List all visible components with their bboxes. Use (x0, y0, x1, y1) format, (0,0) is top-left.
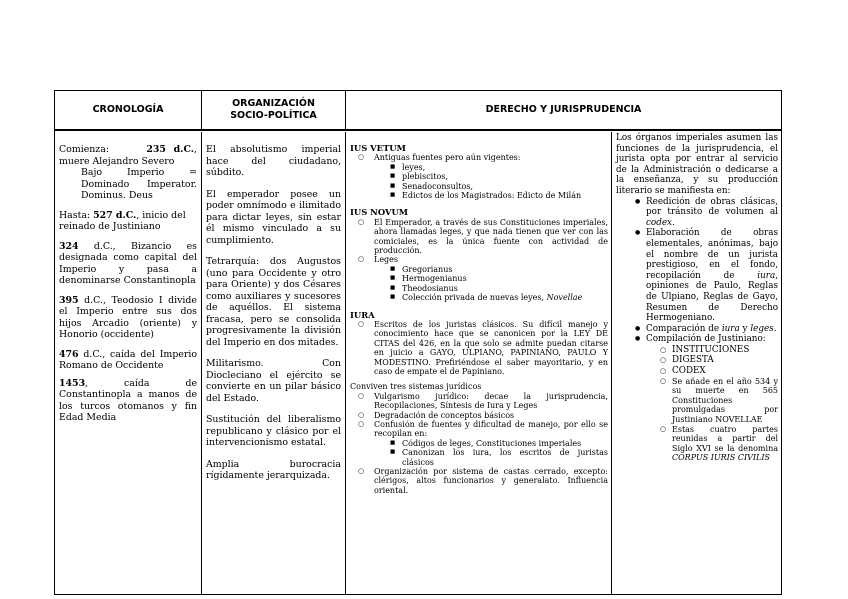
organizacion-paragraph: Amplia burocracia rígidamente jerarquizada. (206, 458, 341, 481)
header-organizacion-label-1: ORGANIZACIÓN (232, 98, 315, 109)
cronologia-entry: 395 d.C., Teodosio I divide el Imperio entre sus dos hijos Arcadio (oriente) y Honorio (occidente) (59, 294, 197, 340)
list-item: ■ Colección privada de nuevas leyes, Novellae (350, 293, 608, 302)
cronologia-entry: 324 d.C., Bizancio es designada como capital del Imperio y pasa a denominarse Constantinopla (59, 240, 197, 286)
jurisprudencia-intro: Los órganos imperiales asumen las funciones de la jurisprudencia, el jurista opta por entrar al servicio de la Administración o dedicarse a la enseñanza, y su producción literario se manifiesta en: (616, 133, 778, 196)
list-item: ○ Vulgarismo jurídico: decae la jurisprudencia, Recopilaciones, Síntesis de Iura y Leges (350, 392, 608, 411)
list-item: ○ DIGESTA (612, 355, 778, 366)
section-intro: Conviven tres sistemas jurídicos (350, 382, 482, 392)
list-item: ■ leyes, (350, 163, 608, 172)
organizacion-paragraph: Sustitución del liberalismo republicano y clásico por el intervencionismo estatal. (206, 414, 341, 448)
list-item: ○ Se añade en el año 534 y su muerte en 565 Constituciones promulgadas por Justiniano NOVELLAE (612, 377, 778, 425)
header-organizacion (202, 91, 346, 131)
list-item: ○ Leges ■ Gregorianus ■ Hermogenianus ■ Theodosianus ■ Colección privada de nuevas leyes, Novellae (350, 255, 608, 302)
header-cronologia-label: CRONOLOGÍA (92, 104, 164, 115)
cronologia-entry: 1453, caída de Constantinopla a manos de los turcos otomanos y fin Edad Media (59, 377, 197, 423)
list-item: ■ Senadoconsultos, (350, 182, 608, 191)
header-derecho-label: DERECHO Y JURISPRUDENCIA (485, 104, 642, 115)
list-item: ● Comparación de iura y leges. (612, 324, 778, 335)
list-item: ○ El Emperador, a través de sus Constituciones imperiales, ahora llamadas leges, y que nada tienen que ver con las comiciales, es la única fuente con actividad de producción. (350, 218, 608, 256)
cronologia-entry: Comienza: 235 d.C., muere Alejandro Severo (59, 144, 197, 167)
header-organizacion-label-2: SOCIO-POLÍTICA (230, 110, 317, 121)
organizacion-paragraph: Militarismo. Con Diocleciano el ejército se convierte en un pilar básico del Estado. (206, 358, 341, 404)
list-item: ■ Edictos de los Magistrados: Edicto de Milán (350, 191, 608, 200)
list-item: ○ Antiguas fuentes pero aún vigentes: ■ leyes, ■ plebiscitos, ■ Senadoconsultos, ■ Edictos de los Magistrados: Edicto de Milán (350, 153, 608, 200)
organizacion-paragraph: Tetrarquía: dos Augustos (uno para Occidente y otro para Oriente) y dos Césares como auxiliares y sucesores de aquéllos. El sistema fracasa, pero se consolida progresivamente la división del Imperio en dos mitades. (206, 256, 341, 348)
cronologia-entry: Hasta: 527 d.C., inicio del reinado de Justiniano (59, 209, 186, 232)
list-item: ■ Gregorianus (350, 265, 608, 274)
section-title: IURA (350, 309, 375, 320)
jurisprudencia-column (612, 132, 782, 594)
list-item: ○ Confusión de fuentes y dificultad de manejo, por ello se recopilan en: ■ Códigos de leges, Constituciones imperiales ■ Canonizan los iura, los escritos de juristas clásicos (350, 420, 608, 467)
organizacion-column (202, 132, 346, 594)
list-item: ■ Canonizan los iura, los escritos de juristas clásicos (350, 448, 608, 467)
list-item: ○ CODEX (612, 366, 778, 377)
list-item: ○ Degradación de conceptos básicos (350, 411, 608, 420)
list-item: ● Compilación de Justiniano: ○ INSTITUCIONES ○ DIGESTA ○ CODEX ○ Se añade en el año 534 y su muerte en 565 Constituciones promulgadas por Justiniano NOVELLAE ○ Estas cuatro partes reunidas a partir del Siglo XVI se la denomina CORPUS IURIS CIVILIS (612, 334, 778, 463)
list-item: ○ Estas cuatro partes reunidas a partir del Siglo XVI se la denomina CORPUS IURIS CIVILIS (612, 425, 778, 463)
list-item: ● Reedición de obras clásicas, por tránsito de volumen al codex. (612, 197, 778, 229)
list-item: ○ Organización por sistema de castas cerrado, excepto: clérigos, altos funcionarios y generalato. Influencia oriental. (350, 467, 608, 495)
cronologia-entry: 476 d.C., caída del Imperio Romano de Occidente (59, 348, 197, 371)
list-item: ■ Theodosianus (350, 284, 608, 293)
organizacion-paragraph: El absolutismo imperial hace del ciudadano, súbdito. (206, 144, 341, 178)
list-item: ○ INSTITUCIONES (612, 345, 778, 356)
list-item: ■ Hermogenianus (350, 274, 608, 283)
list-item: ■ Códigos de leges, Constituciones imperiales (350, 439, 608, 448)
section-title: IUS VETUM (350, 143, 406, 153)
header-derecho (346, 91, 781, 131)
header-cronologia (55, 91, 202, 131)
organizacion-paragraph: El emperador posee un poder omnímodo e ilimitado para dictar leyes, sin estar él mismo vinculado a su cumplimiento. (206, 188, 341, 246)
derecho-column (346, 132, 612, 594)
list-item: ● Elaboración de obras elementales, anónimas, bajo el nombre de un jurista prestigioso, en el fondo, recopilación de iura, opiniones de Paulo, Reglas de Ulpiano, Reglas de Gayo, Resumen de Derecho Hermogeniano. (612, 228, 778, 323)
section-title: IUS NOVUM (350, 207, 409, 218)
document-table (54, 90, 782, 595)
cronologia-column (55, 132, 202, 594)
cronologia-subentry: Bajo Imperio = Dominado Imperator. Dominus. Deus (81, 167, 197, 201)
list-item: ○ Escritos de los juristas clásicos. Su difícil manejo y conocimiento hace que se canonicen por la LEY DE CITAS del 426, en la que solo se admite puedan citarse en juicio a GAYO, ULPIANO, PAPINIANO, PAULO Y MODESTINO. Prefiriéndose el saber mayoritario, y en caso de empate el de Papiniano. (350, 320, 608, 376)
list-item: ■ plebiscitos, (350, 172, 608, 181)
